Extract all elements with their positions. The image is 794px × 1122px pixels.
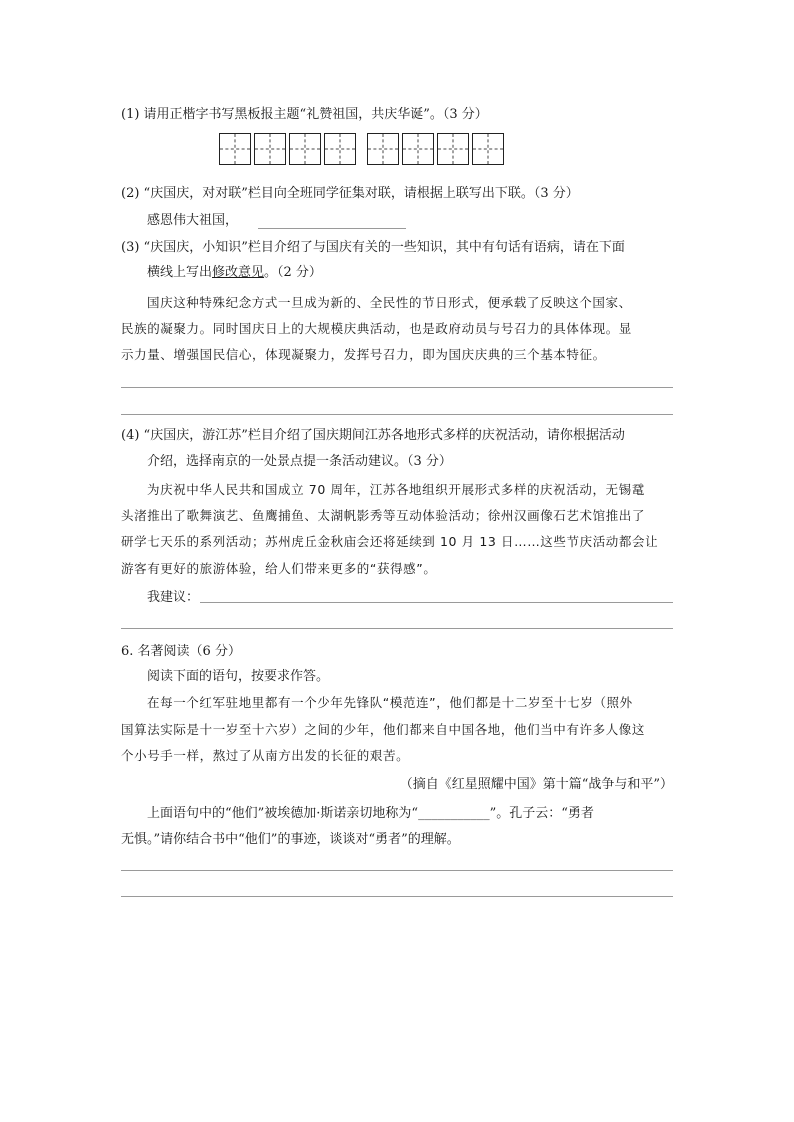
q6-passage-line: 个小号手一样，熬过了从南方出发的长征的艰苦。 — [121, 748, 410, 763]
q1-prompt: (1) 请用正楷字书写黑板报主题“礼赞祖国，共庆华诞”。（3 分） — [121, 107, 488, 122]
q4-prompt-line1: (4) “庆国庆，游江苏”栏目介绍了国庆期间江苏各地形式多样的庆祝活动，请你根据活动 — [121, 428, 625, 443]
grid-cell[interactable] — [219, 133, 251, 165]
q2-prompt: (2) “庆国庆，对对联”栏目向全班同学征集对联，请根据上联写出下联。（3 分） — [121, 186, 579, 201]
q3-passage-line: 民族的凝聚力。同时国庆日上的大规模庆典活动，也是政府动员与号召力的具体体现。显 — [121, 321, 632, 336]
q4-passage-line: 头渚推出了歌舞演艺、鱼鹰捕鱼、太湖帆影秀等互动体验活动；徐州汉画像石艺术馆推出了 — [121, 508, 646, 523]
q6-source: （摘自《红星照耀中国》第十篇“战争与和平”） — [399, 777, 673, 792]
grid-cell[interactable] — [472, 133, 504, 165]
q6-passage-line: 国算法实际是十一岁至十六岁）之间的少年，他们都来自中国各地，他们当中有许多人像这 — [121, 722, 646, 737]
q3-prompt-line1: (3) “庆国庆，小知识”栏目介绍了与国庆有关的一些知识，其中有句话有语病，请在下面 — [121, 240, 625, 255]
couplet-upper-line: 感恩伟大祖国， — [147, 213, 239, 228]
q4-prompt-line2: 介绍，选择南京的一处景点提一条活动建议。（3 分） — [147, 454, 452, 469]
grid-cell[interactable] — [437, 133, 469, 165]
writing-grid — [219, 133, 507, 167]
grid-cell[interactable] — [324, 133, 356, 165]
answer-line[interactable] — [121, 387, 673, 388]
q4-passage-line: 为庆祝中华人民共和国成立 70 周年，江苏各地组织开展形式多样的庆祝活动，无锡鼋 — [147, 482, 645, 497]
q6-title: 6. 名著阅读（6 分） — [121, 644, 241, 659]
suggest-answer-line[interactable] — [200, 602, 673, 603]
emphasis-text: 修改意见 — [212, 265, 265, 280]
q6-passage-line: 在每一个红军驻地里都有一个少年先锋队“模范连”，他们都是十二岁至十七岁（照外 — [147, 695, 633, 710]
answer-line[interactable] — [121, 896, 673, 897]
grid-cell[interactable] — [402, 133, 434, 165]
couplet-answer-line[interactable] — [258, 228, 406, 229]
q3-passage-line: 示力量、增强国民信心，体现凝聚力，发挥号召力，即为国庆庆典的三个基本特征。 — [121, 347, 606, 362]
q3-prompt-line2: 横线上写出修改意见。（2 分） — [147, 265, 322, 280]
answer-line[interactable] — [121, 628, 673, 629]
q3-passage-line: 国庆这种特殊纪念方式一旦成为新的、全民性的节日形式，便承载了反映这个国家、 — [147, 295, 632, 310]
q4-passage-line: 游客有更好的旅游体验，给人们带来更多的“获得感”。 — [121, 561, 437, 576]
q6-question-line1: 上面语句中的“他们”被埃德加·斯诺亲切地称为“___________”。孔子云：“勇者 — [147, 806, 594, 821]
q4-passage-line: 研学七天乐的系列活动；苏州虎丘金秋庙会还将延续到 10 月 13 日……这些节庆活动都会让 — [121, 534, 659, 549]
suggest-label: 我建议： — [147, 590, 200, 605]
answer-line[interactable] — [121, 870, 673, 871]
grid-cell[interactable] — [289, 133, 321, 165]
answer-line[interactable] — [121, 414, 673, 415]
q6-instruction: 阅读下面的语句，按要求作答。 — [147, 669, 330, 684]
q6-question-line2: 无惧。”请你结合书中“他们”的事迹，谈谈对“勇者”的理解。 — [121, 832, 460, 847]
grid-cell[interactable] — [367, 133, 399, 165]
grid-cell[interactable] — [254, 133, 286, 165]
